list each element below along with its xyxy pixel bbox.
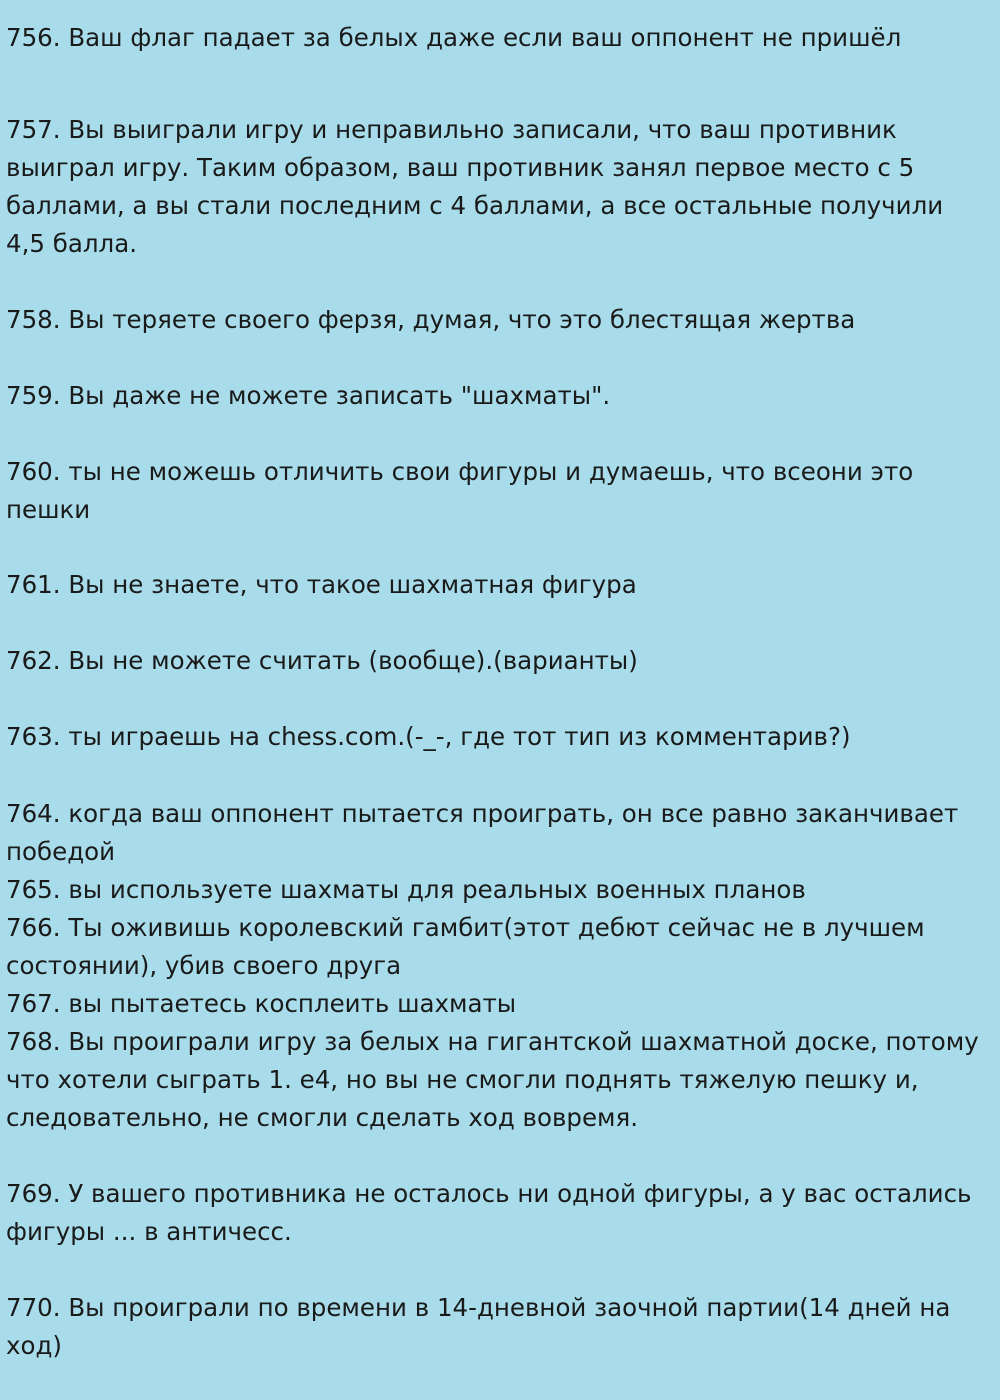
item-763: 763. ты играешь на chess.com.(-_-, где тот тип из комментарив?) bbox=[6, 722, 851, 751]
item-767: 767. вы пытаетесь косплеить шахматы bbox=[6, 989, 517, 1018]
item-760-line-1: 760. ты не можешь отличить свои фигуры и думаешь, что всеони это bbox=[6, 457, 914, 486]
item-762: 762. Вы не можете считать (вообще).(варианты) bbox=[6, 646, 638, 675]
item-759: 759. Вы даже не можете записать "шахматы". bbox=[6, 381, 611, 410]
item-766-line-2: состоянии), убив своего друга bbox=[6, 951, 402, 980]
item-764-line-2: победой bbox=[6, 837, 116, 866]
item-769-line-1: 769. У вашего противника не осталось ни одной фигуры, а у вас остались bbox=[6, 1179, 972, 1208]
item-769-line-2: фигуры ... в античесс. bbox=[6, 1217, 292, 1246]
item-758: 758. Вы теряете своего ферзя, думая, что это блестящая жертва bbox=[6, 305, 856, 334]
item-757-line-2: выиграл игру. Таким образом, ваш противник занял первое место с 5 bbox=[6, 153, 915, 182]
item-770-line-2: ход) bbox=[6, 1331, 62, 1360]
item-764-line-1: 764. когда ваш оппонент пытается проиграть, он все равно заканчивает bbox=[6, 799, 959, 828]
item-760-line-2: пешки bbox=[6, 495, 91, 524]
item-756: 756. Ваш флаг падает за белых даже если ваш оппонент не пришёл bbox=[6, 23, 902, 52]
item-757-line-1: 757. Вы выиграли игру и неправильно записали, что ваш противник bbox=[6, 115, 897, 144]
item-757-line-4: 4,5 балла. bbox=[6, 229, 137, 258]
item-766-line-1: 766. Ты оживишь королевский гамбит(этот дебют сейчас не в лучшем bbox=[6, 913, 925, 942]
item-770-line-1: 770. Вы проиграли по времени в 14-дневной заочной партии(14 дней на bbox=[6, 1293, 951, 1322]
item-768-line-2: что хотели сыграть 1. е4, но вы не смогли поднять тяжелую пешку и, bbox=[6, 1065, 919, 1094]
item-761: 761. Вы не знаете, что такое шахматная фигура bbox=[6, 570, 637, 599]
item-765: 765. вы используете шахматы для реальных военных планов bbox=[6, 875, 806, 904]
item-768-line-3: следовательно, не смогли сделать ход вовремя. bbox=[6, 1103, 639, 1132]
item-768-line-1: 768. Вы проиграли игру за белых на гигантской шахматной доске, потому bbox=[6, 1027, 979, 1056]
item-757-line-3: баллами, а вы стали последним с 4 баллами, а все остальные получили bbox=[6, 191, 944, 220]
